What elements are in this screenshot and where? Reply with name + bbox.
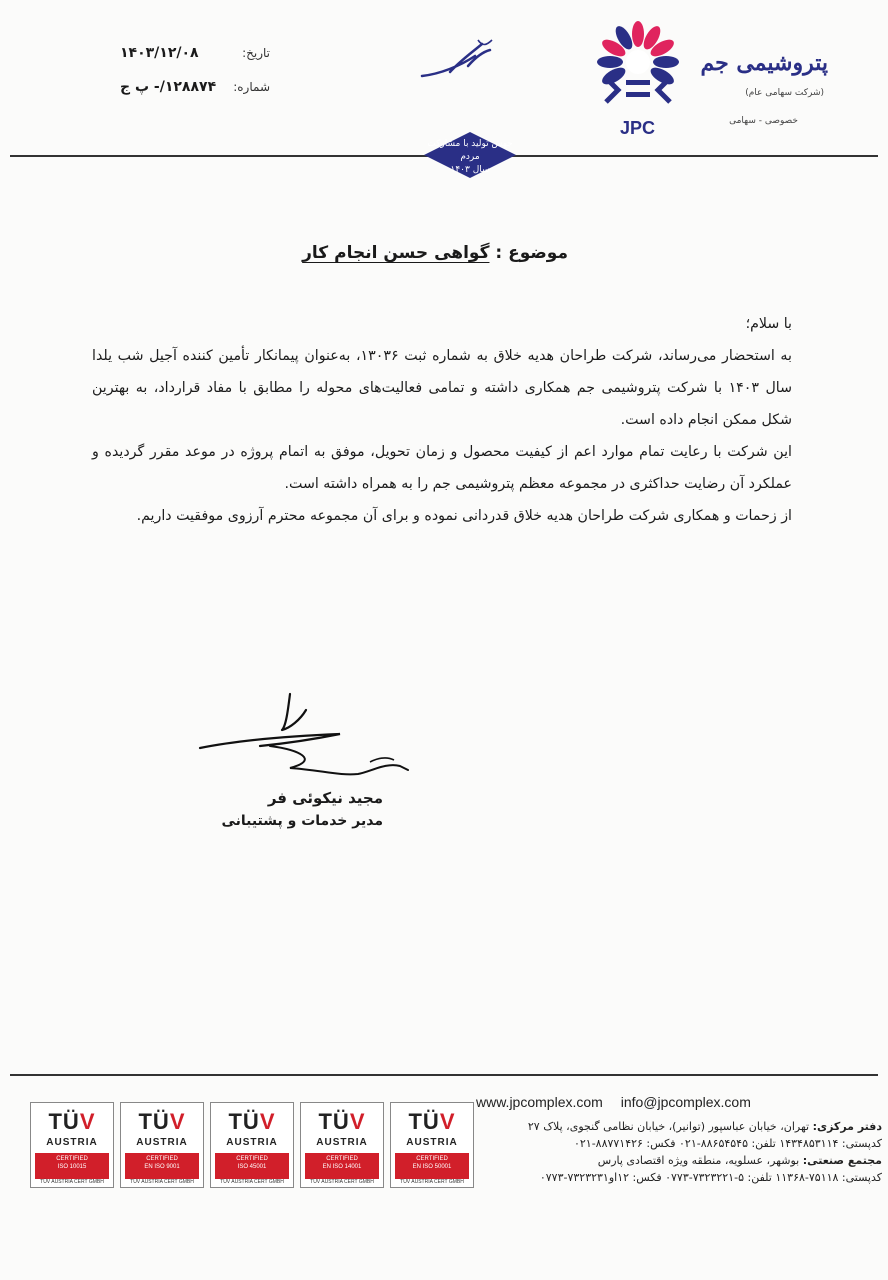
date-value: ۱۴۰۳/۱۲/۰۸	[120, 45, 199, 61]
calligraphy-mark	[420, 36, 500, 86]
brand-name: پتروشیمی جم	[700, 50, 828, 76]
tuv-certificate	[300, 1102, 384, 1188]
addresses	[472, 1118, 882, 1186]
tuv-country: AUSTRIA	[136, 1137, 188, 1148]
tuv-logo: TÜV	[138, 1109, 186, 1134]
handwritten-signature	[190, 690, 430, 800]
cert-issuer: TÜV AUSTRIA CERT GMBH	[130, 1179, 194, 1185]
date-label: تاریخ:	[242, 46, 270, 60]
cert-standard: ISO 45001	[237, 1164, 267, 1170]
brand-subtitle: (شرکت سهامی عام)	[745, 88, 824, 98]
letter-subject	[302, 243, 568, 263]
paragraph: به استحضار می‌رساند، شرکت طراحان هدیه خلاق به شماره ثبت ۱۳۰۳۶، به‌عنوان پیمانکار تأمین کننده آجیل شب یلدا سال ۱۴۰۳ با شرکت پتروشیمی جم همکاری داشته و تمامی فعالیت‌های محوله را مطابق با مفاد قرارداد، به بهترین شکل ممکن انجام داده است.	[92, 348, 792, 428]
tuv-v-mark: V	[169, 1109, 186, 1134]
cert-issuer: TÜV AUSTRIA CERT GMBH	[40, 1179, 104, 1185]
number-label: شماره:	[233, 80, 270, 94]
cert-status: CERTIFIED	[56, 1156, 88, 1162]
tuv-certificate	[30, 1102, 114, 1188]
tuv-certificate	[120, 1102, 204, 1188]
tuv-v-mark: V	[349, 1109, 366, 1134]
tuv-certificate	[210, 1102, 294, 1188]
cert-status: CERTIFIED	[236, 1156, 268, 1162]
tuv-logo: TÜV	[228, 1109, 276, 1134]
company-logo	[588, 20, 828, 140]
signer-block	[221, 786, 383, 832]
cert-status: CERTIFIED	[416, 1156, 448, 1162]
hq-contact: کدپستی: ۱۴۳۴۸۵۳۱۱۴ تلفن: ۸۸۶۵۴۵۴۵-۰۲۱ فکس: ۸۸۷۷۱۴۲۶-۰۲۱	[573, 1137, 882, 1150]
brand-tagline: خصوصی - سهامی	[729, 116, 798, 126]
badge-label	[420, 138, 520, 177]
paragraph: از زحمات و همکاری شرکت طراحان هدیه خلاق قدردانی نموده و برای آن مجموعه محترم آرزوی موفقیت داریم.	[136, 508, 792, 524]
tuv-country: AUSTRIA	[316, 1137, 368, 1148]
cert-issuer: TÜV AUSTRIA CERT GMBH	[220, 1179, 284, 1185]
cert-issuer: TÜV AUSTRIA CERT GMBH	[310, 1179, 374, 1185]
tuv-country: AUSTRIA	[226, 1137, 278, 1148]
tuv-certificate	[390, 1102, 474, 1188]
date-row	[120, 36, 270, 70]
cert-standard: EN ISO 50001	[412, 1164, 452, 1170]
plant-address: بوشهر، عسلویه، منطقه ویژه اقتصادی پارس	[597, 1154, 800, 1167]
tuv-red-band	[305, 1153, 379, 1179]
number-row	[120, 70, 270, 104]
jpc-abbrev: JPC	[620, 118, 656, 138]
tuv-country: AUSTRIA	[406, 1137, 458, 1148]
badge-title: جهش تولید با مشارکت مردم	[427, 139, 513, 162]
tuv-v-mark: V	[259, 1109, 276, 1134]
tuv-red-band	[215, 1153, 289, 1179]
plant-contact: کدپستی: ۷۵۱۱۸-۱۱۳۶۸ تلفن: ۵-۷۳۲۳۲۲۱-۰۷۷۳ فکس: ۱۲او۷۳۲۳۲۳۱-۰۷۷۳	[539, 1171, 882, 1184]
hq-address: تهران، خیابان عباسپور (توانیر)، خیابان نظامی گنجوی، پلاک ۲۷	[527, 1120, 810, 1133]
subject-text: گواهی حسن انجام کار	[302, 243, 490, 263]
signer-name: مجید نیکوئی فر	[267, 789, 383, 807]
cert-standard: EN ISO 14001	[322, 1164, 362, 1170]
tuv-v-mark: V	[439, 1109, 456, 1134]
cert-standard: EN ISO 9001	[144, 1164, 180, 1170]
footer-divider	[10, 1074, 878, 1076]
email-link[interactable]: info@jpcomplex.com	[620, 1094, 751, 1110]
letter-meta	[120, 36, 270, 104]
tuv-country: AUSTRIA	[46, 1137, 98, 1148]
paragraph: این شرکت با رعایت تمام موارد اعم از کیفیت محصول و زمان تحویل، موفق به اتمام پروژه در موعد مقرر گردیده و عملکرد آن رضایت حداکثری در مجموعه معظم پتروشیمی جم را به همراه داشته است.	[92, 444, 792, 492]
tuv-logo: TÜV	[318, 1109, 366, 1134]
hq-label: دفتر مرکزی:	[812, 1120, 882, 1133]
cert-issuer: TÜV AUSTRIA CERT GMBH	[400, 1179, 464, 1185]
plant-address-line	[472, 1152, 882, 1169]
tuv-v-mark: V	[79, 1109, 96, 1134]
contact-links	[476, 1094, 765, 1110]
cert-standard: ISO 10015	[57, 1164, 87, 1170]
cert-status: CERTIFIED	[146, 1156, 178, 1162]
tuv-logo: TÜV	[408, 1109, 456, 1134]
website-link[interactable]: www.jpcomplex.com	[476, 1094, 603, 1110]
cert-status: CERTIFIED	[326, 1156, 358, 1162]
badge-year: سال ۱۴۰۳	[450, 165, 490, 175]
signer-title: مدیر خدمات و پشتیبانی	[221, 813, 383, 829]
letter-body	[92, 308, 792, 532]
tuv-red-band	[395, 1153, 469, 1179]
tuv-logo: TÜV	[48, 1109, 96, 1134]
greeting: با سلام؛	[745, 316, 792, 332]
hq-address-line	[472, 1118, 882, 1135]
number-value: ۱۲۸۸۷۴/- پ ج	[120, 79, 217, 95]
tuv-red-band	[125, 1153, 199, 1179]
plant-label: مجتمع صنعتی:	[802, 1154, 882, 1167]
certificates-row	[30, 1102, 474, 1188]
subject-label: موضوع :	[495, 243, 568, 263]
jpc-flower-icon	[588, 20, 688, 130]
tuv-red-band	[35, 1153, 109, 1179]
